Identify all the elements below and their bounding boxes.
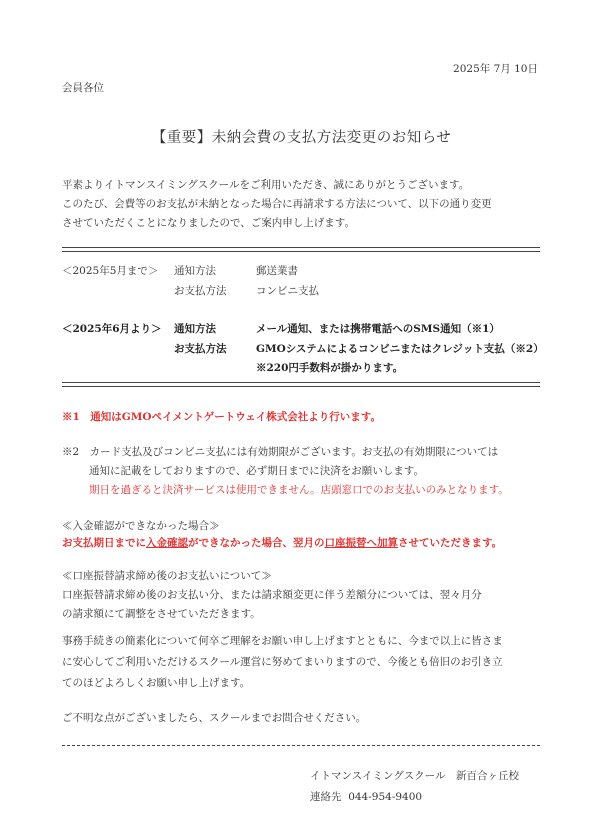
- unconfirmed-text-part: ができなかった場合、翌月の: [188, 537, 325, 549]
- closing-paragraph: [62, 631, 503, 694]
- contact-line: [310, 787, 519, 808]
- closing-line: てのほどよろしくお願い申し上げます。: [62, 677, 251, 689]
- before-notice-value: 郵送業書: [256, 265, 298, 277]
- note-1: ※1 通知はGMOペイメントゲートウェイ株式会社より行います。: [62, 411, 381, 423]
- after-payment-label: お支払方法: [174, 343, 227, 355]
- footer-divider: [62, 745, 540, 746]
- after-cutoff-heading: ≪口座振替請求締め後のお支払いについて≫: [62, 570, 272, 582]
- section-divider-bottom: [62, 382, 540, 387]
- unconfirmed-text-part: させていただきます。: [398, 537, 503, 549]
- before-period: ＜2025年5月まで＞: [62, 265, 159, 277]
- account-transfer-emphasis: 口座振替へ加算: [324, 537, 398, 549]
- fee-note: ※220円手数料が掛かります。: [256, 362, 404, 374]
- expiry-warning: 期日を過ぎると決済サービスは使用できません。店頭窓口でのお支払いのみとなります。: [89, 484, 509, 496]
- closing-line: に安心してご利用いただけるスクール運営に努めてまいりますので、今後とも倍旧のお引き立: [62, 656, 503, 668]
- after-payment-value: GMOシステムによるコンビニまたはクレジット支払（※2）: [256, 343, 544, 355]
- after-notice-value: メール通知、または携帯電話へのSMS通知（※1）: [256, 323, 500, 335]
- payment-confirmation-emphasis: 入金確認: [146, 537, 188, 549]
- unconfirmed-text: [62, 535, 502, 550]
- before-payment-value: コンビニ支払: [256, 285, 319, 297]
- unconfirmed-text-part: お支払期日までに: [62, 537, 146, 549]
- unconfirmed-heading: ≪入金確認ができなかった場合≫: [62, 520, 220, 532]
- intro-paragraph: [62, 176, 492, 233]
- after-period: ＜2025年6月より＞: [62, 323, 162, 335]
- phone-number: 044-954-9400: [348, 791, 423, 803]
- after-cutoff-line: の請求額にて調整をさせていただきます。: [62, 608, 261, 620]
- after-cutoff-line: 口座振替請求締め後のお支払い分、または請求額変更に伴う差額分については、翌々月分: [62, 589, 482, 601]
- page-title: 【重要】未納会費の支払方法変更のお知らせ: [151, 130, 452, 146]
- closing-line: 事務手続きの簡素化について何卒ご理解をお願い申し上げますとともに、今まで以上に皆さま: [62, 635, 503, 647]
- school-name: イトマンスイミングスクール 新百合ヶ丘校: [310, 770, 519, 782]
- section-divider-top: [62, 247, 540, 252]
- signature-block: [310, 766, 519, 808]
- intro-line: 平素よりイトマンスイミングスクールをご利用いただき、誠にありがとうございます。: [62, 179, 470, 191]
- note-2-line2: 通知に記載をしておりますので、必ず期日までに決済をお願いします。: [89, 465, 424, 477]
- recipient: 会員各位: [62, 82, 104, 94]
- intro-line: させていただくことになりましたので、ご案内申し上げます。: [62, 217, 355, 229]
- notice-date: 2025年 7月 10日: [453, 63, 538, 75]
- before-notice-label: 通知方法: [174, 265, 216, 277]
- intro-line: このたび、会費等のお支払が未納となった場合に再請求する方法について、以下の通り変更: [62, 198, 492, 210]
- note-2-line1: ※2 カード支払及びコンビニ支払には有効期限がございます。お支払の有効期限については: [62, 446, 499, 458]
- before-payment-label: お支払方法: [174, 285, 227, 297]
- after-cutoff-section: [62, 567, 482, 624]
- contact-label: 連絡先: [310, 791, 342, 803]
- contact-prompt: ご不明な点がございましたら、スクールまでお問合せください。: [62, 712, 367, 724]
- after-notice-label: 通知方法: [174, 323, 216, 335]
